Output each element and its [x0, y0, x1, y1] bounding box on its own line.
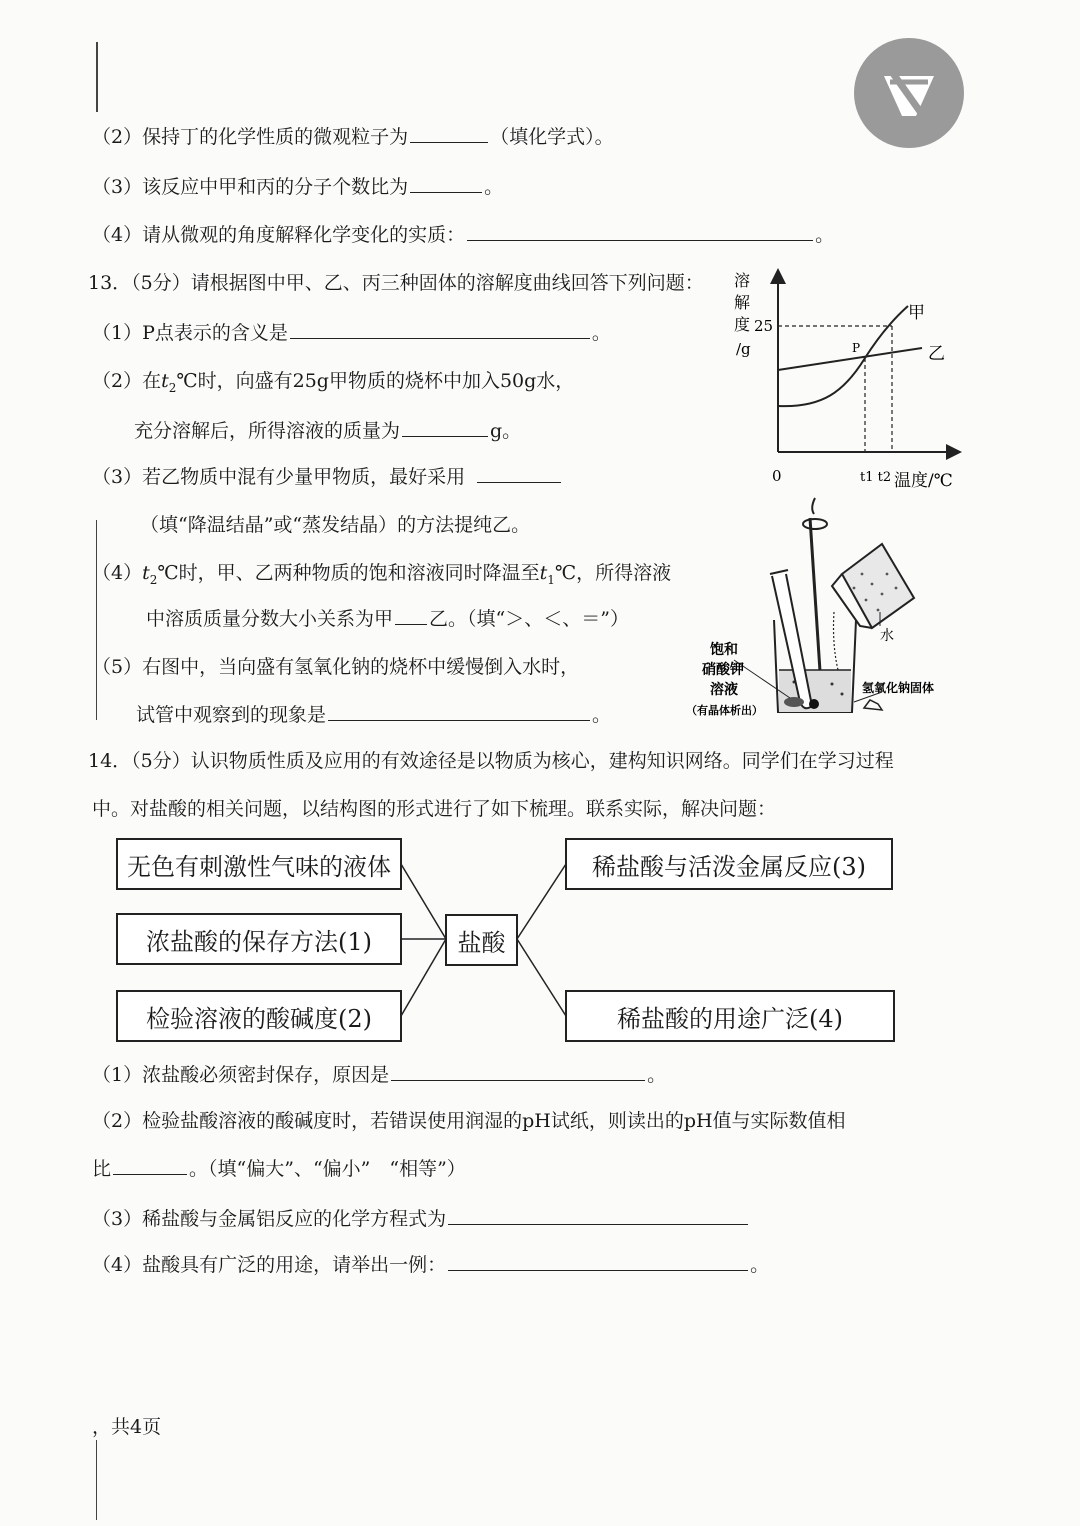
q14-part3: （3）稀盐酸与金属铝反应的化学方程式为	[92, 1206, 750, 1232]
naoh-solid	[864, 700, 882, 710]
q13-part2a: （2）在$t_2℃$时，向盛有25g甲物质的烧杯中加入50g水，	[92, 370, 575, 395]
answer-blank[interactable]	[113, 1156, 187, 1175]
label-sat-3: 溶液	[710, 682, 738, 698]
y-label-2: 解	[734, 293, 751, 312]
q14-part1: （1）浓盐酸必须密封保存，原因是 。	[92, 1064, 667, 1086]
concept-box-hydrochloric-acid: 盐酸	[445, 914, 518, 966]
answer-blank[interactable]	[395, 606, 427, 625]
point-p-label: P	[852, 341, 861, 355]
concept-box-colorless-liquid: 无色有刺激性气味的液体	[116, 838, 402, 890]
scan-edge-mark-top	[96, 42, 98, 112]
curve-label-jia: 甲	[908, 303, 925, 323]
y-label-1: 溶	[734, 271, 751, 290]
q13-title: 13．（5分）请根据图中甲、乙、丙三种固体的溶解度曲线回答下列问题：	[88, 272, 704, 294]
label-naoh: 氢氧化钠固体	[862, 681, 935, 695]
q13-part4a: $(4)t_2℃$时，甲、乙两种物质的饱和溶液同时降温至$t_1℃$，所得溶液	[92, 562, 672, 587]
curve-yi	[778, 348, 922, 370]
y-label-4: /g	[736, 340, 751, 358]
q14-part2b: 比 。（填“偏大”、“偏小” “相等”）	[92, 1158, 466, 1180]
answer-blank[interactable]	[410, 174, 482, 193]
beaker-apparatus	[682, 494, 952, 726]
answer-blank[interactable]	[290, 320, 590, 339]
q14-part4: （4）盐酸具有广泛的用途，请举出一例： 。	[92, 1254, 770, 1276]
label-sat-2: 硝酸钾	[702, 662, 744, 678]
q12-part4: （4）请从微观的角度解释化学变化的实质： 。	[92, 224, 835, 246]
scan-edge-mark-mid	[96, 520, 97, 720]
q13-part1: （1）P点表示的含义是 。	[92, 322, 611, 344]
watermark-logo	[854, 38, 964, 148]
q14-title-2: 中。对盐酸的相关问题，以结构图的形式进行了如下梳理。联系实际，解决问题：	[92, 798, 777, 820]
curve-jia	[778, 306, 908, 406]
answer-blank[interactable]	[328, 702, 590, 721]
answer-blank[interactable]	[477, 464, 561, 483]
q14-title: 14．（5分）认识物质性质及应用的有效途径是以物质为核心，建构知识网络。同学们在学习过程	[88, 750, 894, 772]
label-sat-1: 饱和	[710, 642, 738, 658]
answer-blank[interactable]	[448, 1206, 748, 1225]
tick-25: 25	[754, 317, 774, 335]
label-water: 水	[880, 628, 894, 644]
concept-box-storage-method: 浓盐酸的保存方法(1)	[116, 913, 402, 965]
q13-part3b: （填“降温结晶”或“蒸发结晶）的方法提纯乙。	[140, 514, 531, 536]
q13-part2b: 充分溶解后，所得溶液的质量为 g。	[134, 420, 522, 442]
answer-blank[interactable]	[410, 124, 488, 143]
q13-part4b: 中溶质质量分数大小关系为甲 乙。（填“＞、＜、＝”）	[146, 608, 629, 630]
curve-label-yi: 乙	[928, 344, 945, 364]
x-ticks: t1 t2	[860, 470, 892, 485]
concept-box-acidity-test: 检验溶液的酸碱度(2)	[116, 990, 402, 1042]
label-sat-4: （有晶体析出）	[686, 704, 763, 717]
q13-part5a: （5）右图中，当向盛有氢氧化钠的烧杯中缓慢倒入水时，	[92, 656, 580, 678]
solubility-graph	[722, 262, 962, 494]
q12-part2: （2）保持丁的化学性质的微观粒子为 （填化学式）。	[92, 126, 614, 148]
q12-part3: （3）该反应中甲和丙的分子个数比为 。	[92, 176, 504, 198]
answer-blank[interactable]	[402, 418, 488, 437]
answer-blank[interactable]	[467, 222, 813, 241]
q13-part3a: （3）若乙物质中混有少量甲物质，最好采用	[92, 464, 563, 490]
x-label: 温度/℃	[894, 471, 953, 491]
answer-blank[interactable]	[448, 1252, 748, 1271]
q14-part2a: （2）检验盐酸溶液的酸碱度时，若错误使用润湿的pH试纸，则读出的pH值与实际数值相	[92, 1110, 846, 1132]
scan-edge-mark-bottom	[96, 1440, 97, 1520]
answer-blank[interactable]	[391, 1062, 645, 1081]
y-label-3: 度	[734, 315, 751, 334]
q13-part5b: 试管中观察到的现象是 。	[136, 704, 612, 726]
page-footer: ，共4页	[92, 1416, 162, 1438]
origin-label: 0	[772, 467, 782, 485]
concept-box-metal-reaction: 稀盐酸与活泼金属反应(3)	[565, 838, 893, 890]
concept-box-uses: 稀盐酸的用途广泛(4)	[565, 990, 895, 1042]
water-bottle	[832, 544, 914, 628]
